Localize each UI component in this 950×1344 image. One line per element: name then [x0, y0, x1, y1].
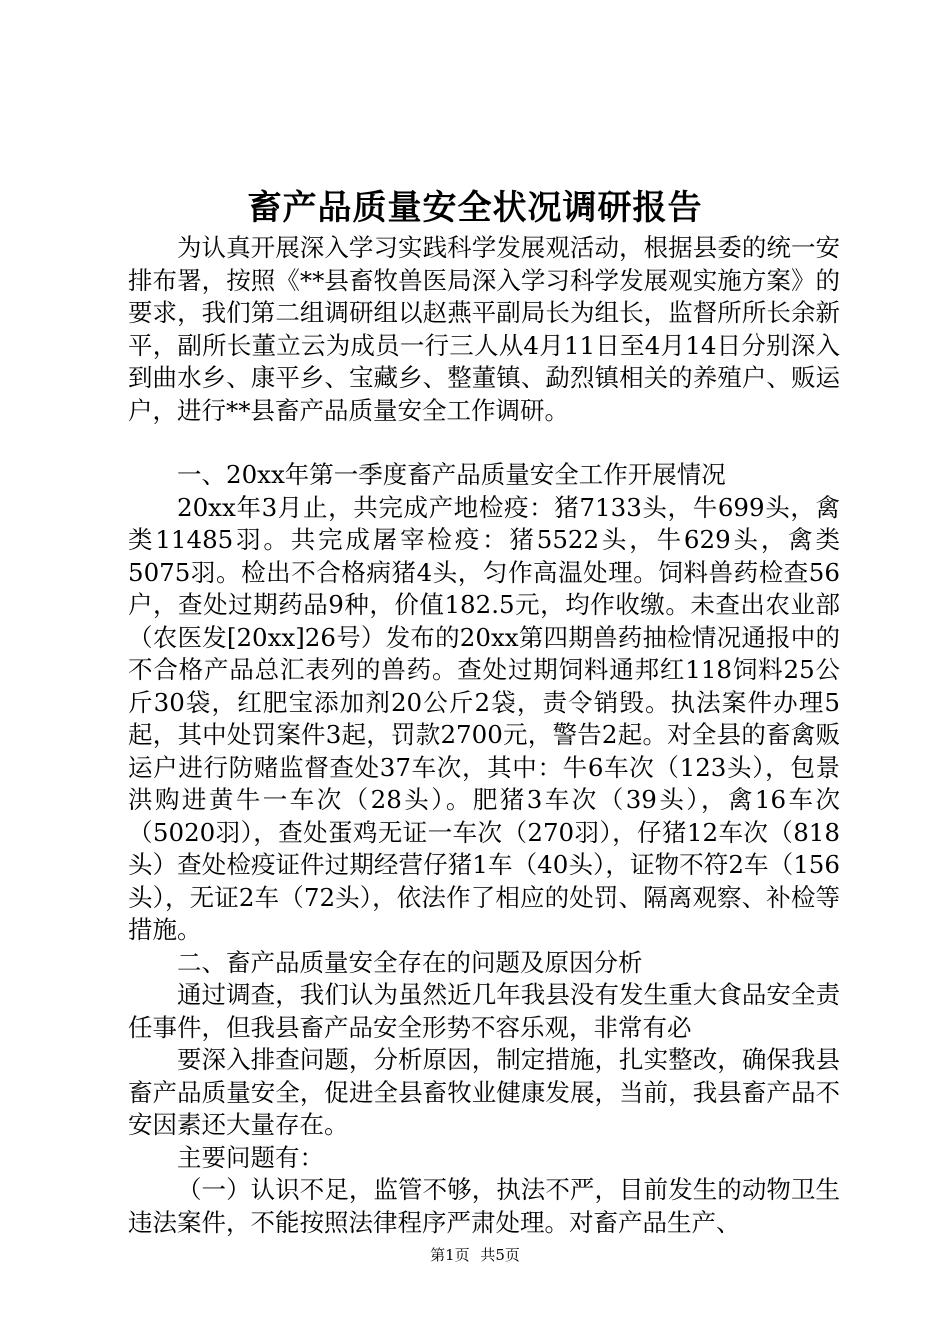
- page-number: 第1页: [430, 1246, 470, 1264]
- document-title: 畜产品质量安全状况调研报告: [247, 188, 703, 228]
- section-2-paragraph-1: 通过调查，我们认为虽然近几年我县没有发生重大食品安全责任事件，但我县畜产品安全形势不容乐观，非常有必: [128, 980, 840, 1042]
- page-footer: [0, 1244, 950, 1265]
- section-heading-2: 二、畜产品质量安全存在的问题及原因分析: [177, 947, 643, 977]
- page-total: 共5页: [480, 1246, 520, 1264]
- section-2-paragraph-2: 要深入排查问题，分析原因，制定措施，扎实整改，确保我县畜产品质量安全，促进全县畜牧业健康发展，当前，我县畜产品不安因素还大量存在。: [128, 1045, 840, 1139]
- problem-1-paragraph: （一）认识不足，监管不够，执法不严，目前发生的动物卫生违法案件，不能按照法律程序严肃处理。对畜产品生产、: [128, 1175, 840, 1237]
- section-1-paragraph: 20xx年3月止，共完成产地检疫：猪7133头，牛699头，禽类11485羽。共完成屠宰检疫：猪5522头，牛629头，禽类5075羽。检出不合格病猪4头，匀作高温处理。饲料兽药检查56户，查处过期药品9种，价值182.5元，均作收缴。未查出农业部（农医发[20xx]26号）发布的20xx第四期兽药抽检情况通报中的不合格产品总汇表列的兽药。查处过期饲料通邦红118饲料25公斤30袋，红肥宝添加剂20公斤2袋，责令销毁。执法案件办理5起，其中处罚案件3起，罚款2700元，警告2起。对全县的畜禽贩运户进行防赌监督查处37车次，其中：牛6车次（123头），包景洪购进黄牛一车次（28头）。肥猪3车次（39头），禽16车次（5020羽），查处蛋鸡无证一车次（270羽），仔猪12车次（818头）查处检疫证件过期经营仔猪1车（40头），证物不符2车（156头），无证2车（72头），依法作了相应的处罚、隔离观察、补检等措施。: [128, 492, 840, 944]
- main-problems-label: 主要问题有：: [177, 1142, 324, 1172]
- intro-paragraph: 为认真开展深入学习实践科学发展观活动，根据县委的统一安排布署，按照《**县畜牧兽医局深入学习科学发展观实施方案》的要求，我们第二组调研组以赵燕平副局长为组长，监督所所长余新平，副所长董立云为成员一行三人从4月11日至4月14日分别深入到曲水乡、康平乡、宝藏乡、整董镇、勐烈镇相关的养殖户、贩运户，进行**县畜产品质量安全工作调研。: [128, 233, 840, 425]
- document-body: [128, 232, 840, 1239]
- section-heading-1: 一、20xx年第一季度畜产品质量安全工作开展情况: [177, 460, 726, 489]
